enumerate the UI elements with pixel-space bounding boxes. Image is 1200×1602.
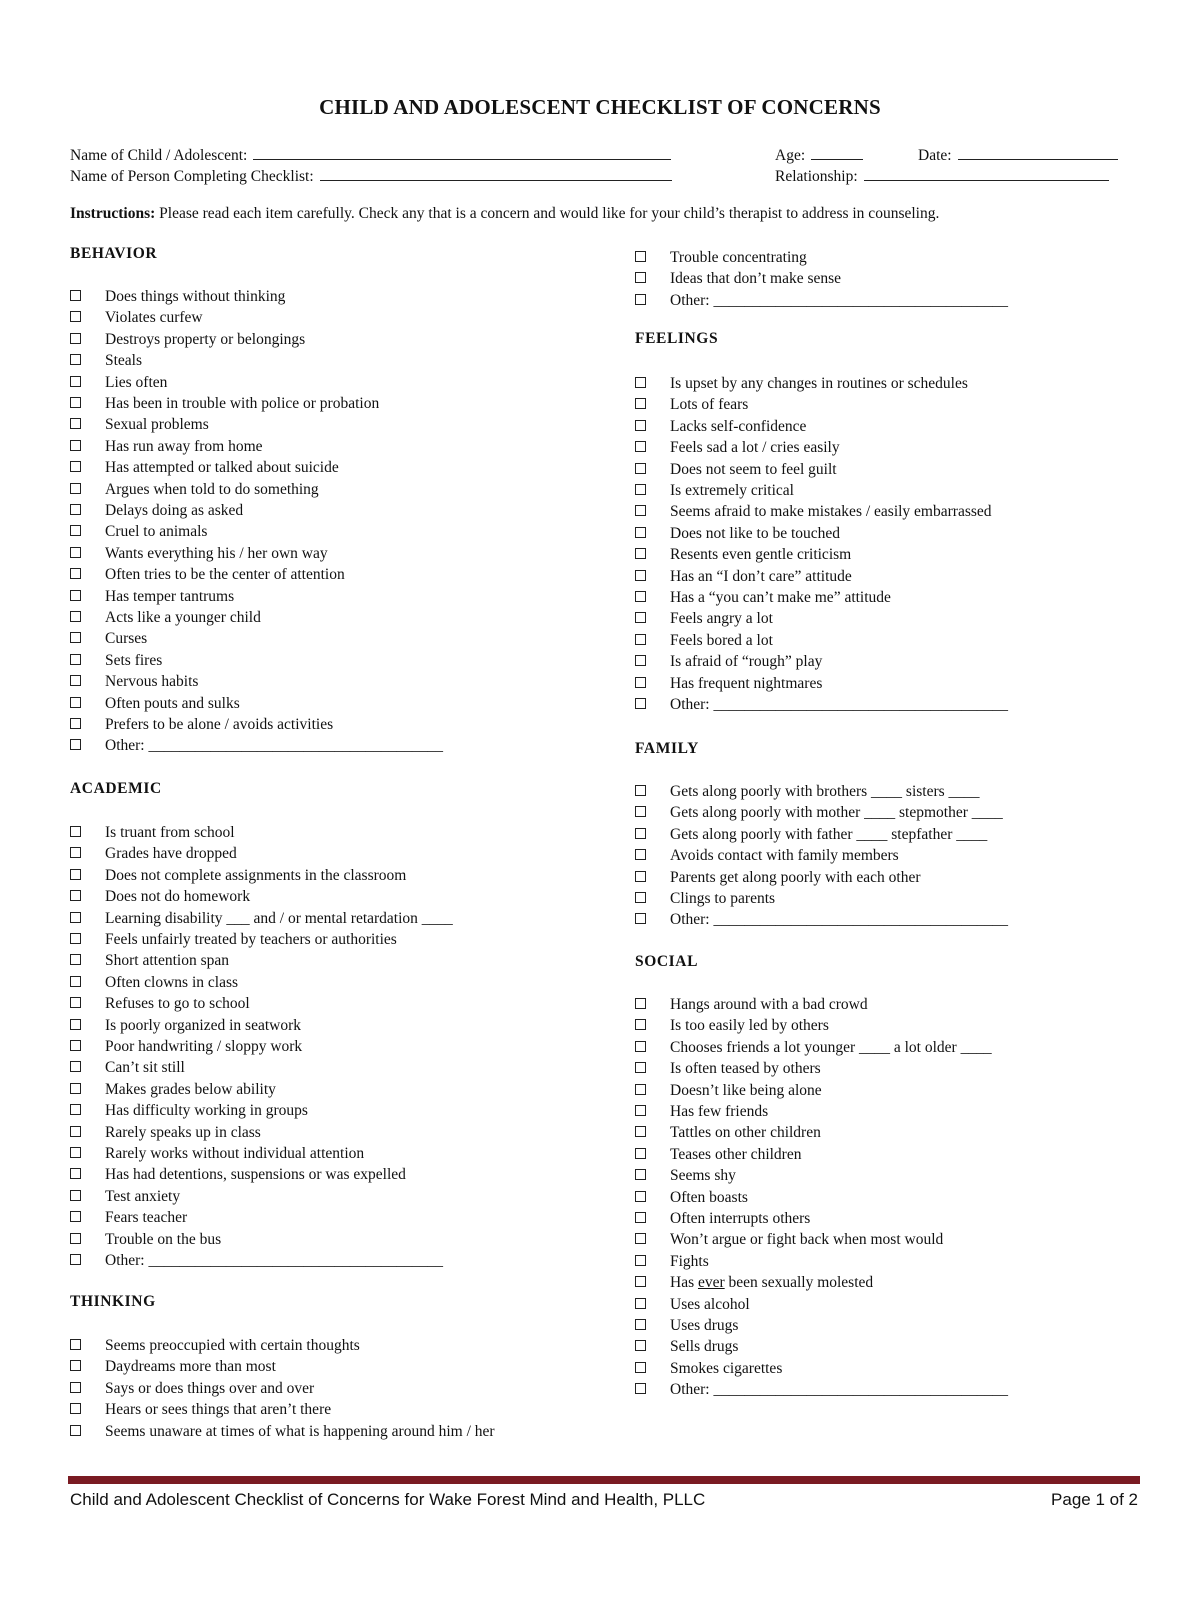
checklist-item-label: Other: ______________________________________: [670, 1381, 1008, 1399]
checklist-item-label: Has a “you can’t make me” attitude: [670, 589, 891, 606]
checklist-item-label: Prefers to be alone / avoids activities: [105, 716, 334, 733]
checkbox[interactable]: [635, 634, 646, 645]
checklist-item-label: Curses: [105, 630, 148, 648]
checkbox[interactable]: [70, 847, 81, 858]
checklist-item-label: Gets along poorly with mother ____ stepmother ____: [670, 804, 1003, 822]
checklist-item-label: Is extremely critical: [670, 482, 794, 499]
checkbox[interactable]: [70, 1126, 81, 1137]
page-title: CHILD AND ADOLESCENT CHECKLIST OF CONCERNS: [319, 95, 881, 119]
relationship-blank[interactable]: [864, 166, 1109, 181]
checkbox[interactable]: [635, 1255, 646, 1266]
checklist-item-label: Has attempted or talked about suicide: [105, 459, 339, 477]
child-name-blank[interactable]: [253, 145, 671, 160]
checklist-item-label: Test anxiety: [105, 1187, 181, 1205]
checkbox[interactable]: [70, 376, 81, 387]
checkbox[interactable]: [70, 397, 81, 408]
checklist-item-label: Does not like to be touched: [670, 524, 841, 542]
relationship-field[interactable]: [775, 166, 1109, 186]
checklist-item-label: Has few friends: [670, 1103, 769, 1120]
checkbox[interactable]: [70, 1190, 81, 1201]
checklist-item-label: Has had detentions, suspensions or was expelled: [105, 1166, 406, 1184]
checkbox[interactable]: [70, 976, 81, 987]
age-field[interactable]: [775, 145, 863, 165]
checkbox[interactable]: [70, 1382, 81, 1393]
checklist-item-label: Rarely works without individual attention: [105, 1145, 365, 1162]
checklist-item-label: Is truant from school: [105, 824, 235, 841]
checklist-item-label: Fights: [670, 1252, 709, 1270]
checklist-item-label: Clings to parents: [670, 890, 776, 907]
checklist-item-label: Chooses friends a lot younger ____ a lot older ____: [670, 1038, 992, 1056]
checkbox[interactable]: [70, 440, 81, 451]
checkbox[interactable]: [70, 997, 81, 1008]
footer-rule: [68, 1476, 1140, 1484]
checklist-item-label: Often boasts: [670, 1188, 748, 1206]
checklist-item-label: Steals: [105, 352, 143, 370]
checkbox[interactable]: [70, 483, 81, 494]
checklist-item-label: Has run away from home: [105, 437, 263, 455]
checkbox[interactable]: [635, 1212, 646, 1223]
checklist-item-label: Seems shy: [670, 1167, 736, 1185]
checkbox[interactable]: [70, 1061, 81, 1072]
checkbox[interactable]: [635, 1019, 646, 1030]
checkbox[interactable]: [635, 785, 646, 796]
checklist-item-label: Can’t sit still: [105, 1059, 185, 1077]
checkbox[interactable]: [635, 398, 646, 409]
behavior-heading: BEHAVIOR: [70, 245, 158, 262]
checklist-item-label: Is afraid of “rough” play: [670, 653, 823, 671]
checklist-item-label: Hangs around with a bad crowd: [670, 996, 868, 1013]
checkbox[interactable]: [635, 998, 646, 1009]
checkbox[interactable]: [70, 525, 81, 536]
checkbox[interactable]: [635, 420, 646, 431]
checkbox[interactable]: [635, 612, 646, 623]
checklist-item-label: Other: ______________________________________: [670, 291, 1008, 309]
checklist-item-label: Sexual problems: [105, 416, 209, 434]
checklist-item-label: Other: ______________________________________: [105, 1252, 443, 1269]
social-heading: SOCIAL: [635, 953, 699, 970]
checkbox[interactable]: [635, 1191, 646, 1202]
checklist-item-label: Lies often: [105, 373, 168, 391]
person-name-blank[interactable]: [320, 166, 672, 181]
checkbox[interactable]: [635, 1383, 646, 1394]
thinking-heading: THINKING: [70, 1293, 156, 1310]
instructions-label: Instructions:: [70, 205, 156, 222]
checklist-item-label: Argues when told to do something: [105, 480, 319, 498]
checklist-item-label: Is often teased by others: [670, 1060, 821, 1078]
checkbox[interactable]: [70, 718, 81, 729]
checklist-item-label: Ideas that don’t make sense: [670, 270, 842, 288]
checkbox[interactable]: [70, 697, 81, 708]
instructions: [70, 205, 939, 223]
checklist-item-label: Feels unfairly treated by teachers or authorities: [105, 931, 397, 948]
checklist-item-label: Lots of fears: [670, 396, 749, 414]
checklist-item-label: Fears teacher: [105, 1209, 188, 1227]
checkbox[interactable]: [635, 1041, 646, 1052]
checklist-item-label: Is upset by any changes in routines or schedules: [670, 375, 968, 392]
checkbox[interactable]: [635, 377, 646, 388]
checklist-item-label: Cruel to animals: [105, 523, 208, 541]
checkbox[interactable]: [635, 463, 646, 474]
checklist-item-label: Other: ______________________________________: [670, 696, 1008, 713]
checklist-item-label: Says or does things over and over: [105, 1379, 315, 1397]
checkbox[interactable]: [70, 1360, 81, 1371]
page-number: Page 1 of 2: [1051, 1490, 1138, 1509]
checkbox[interactable]: [70, 739, 81, 750]
checkbox[interactable]: [70, 290, 81, 301]
checkbox[interactable]: [70, 1040, 81, 1051]
checklist-item-label: Has frequent nightmares: [670, 674, 823, 692]
checkbox[interactable]: [635, 570, 646, 581]
checkbox[interactable]: [635, 655, 646, 666]
checklist-item-label: Does not seem to feel guilt: [670, 460, 837, 478]
checkbox[interactable]: [635, 484, 646, 495]
checklist-item-label: Other: ______________________________________: [670, 911, 1008, 929]
checklist-item-label: Feels bored a lot: [670, 631, 773, 649]
checkbox[interactable]: [70, 311, 81, 322]
checklist-item-label: Has difficulty working in groups: [105, 1102, 308, 1120]
checkbox[interactable]: [70, 611, 81, 622]
checklist-item-label: Trouble concentrating: [670, 249, 807, 266]
checkbox[interactable]: [70, 590, 81, 601]
checklist-item-label: Poor handwriting / sloppy work: [105, 1038, 303, 1055]
checklist-item-label: Short attention span: [105, 952, 229, 970]
checklist-item-label: Gets along poorly with father ____ stepfather ____: [670, 825, 988, 843]
emphasis-ever: ever: [697, 1274, 725, 1292]
checkbox[interactable]: [70, 1403, 81, 1414]
checkbox[interactable]: [70, 461, 81, 472]
checkbox[interactable]: [70, 1254, 81, 1265]
checkbox[interactable]: [70, 1083, 81, 1094]
checkbox[interactable]: [635, 1062, 646, 1073]
checklist-item-label: Seems preoccupied with certain thoughts: [105, 1337, 360, 1354]
checklist-item-label: Refuses to go to school: [105, 995, 250, 1013]
checkbox[interactable]: [635, 849, 646, 860]
checkbox[interactable]: [635, 1105, 646, 1116]
person-name-field[interactable]: [70, 166, 672, 186]
checklist-item-label: Has ever been sexually molested: [670, 1274, 874, 1292]
checkbox[interactable]: [635, 1233, 646, 1244]
checklist-item-label: Sets fires: [105, 651, 163, 669]
checkbox[interactable]: [635, 871, 646, 882]
checklist-item-label: Tattles on other children: [670, 1124, 821, 1142]
checkbox[interactable]: [70, 568, 81, 579]
child-name-field[interactable]: [70, 145, 671, 165]
checklist-item-label: Does things without thinking: [105, 288, 286, 305]
checklist-item-label: Hears or sees things that aren’t there: [105, 1401, 332, 1419]
person-name-label: Name of Person Completing Checklist:: [70, 168, 314, 185]
checkbox[interactable]: [70, 333, 81, 344]
checkbox[interactable]: [70, 826, 81, 837]
checkbox[interactable]: [635, 294, 646, 305]
checklist-item-label: Is too easily led by others: [670, 1017, 829, 1035]
checkbox[interactable]: [70, 1147, 81, 1158]
checkbox[interactable]: [635, 527, 646, 538]
age-label: Age:: [775, 147, 806, 164]
checkbox[interactable]: [635, 913, 646, 924]
checklist-item-label: Teases other children: [670, 1145, 802, 1163]
checkbox[interactable]: [635, 1340, 646, 1351]
checklist-item-label: Violates curfew: [105, 309, 203, 327]
footer-text: Child and Adolescent Checklist of Concerns for Wake Forest Mind and Health, PLLC: [70, 1490, 706, 1509]
checklist-item-label: Rarely speaks up in class: [105, 1123, 261, 1141]
feelings-heading: FEELINGS: [635, 330, 719, 347]
checkbox[interactable]: [70, 354, 81, 365]
checklist-item-label: Feels angry a lot: [670, 610, 773, 628]
relationship-label: Relationship:: [775, 168, 858, 185]
checkbox[interactable]: [70, 1019, 81, 1030]
checkbox[interactable]: [635, 505, 646, 516]
checkbox[interactable]: [635, 272, 646, 283]
checklist-item-label: Has been in trouble with police or probation: [105, 395, 380, 412]
checkbox[interactable]: [70, 1211, 81, 1222]
checklist-item-label: Seems afraid to make mistakes / easily embarrassed: [670, 503, 992, 521]
checklist-item-label: Uses drugs: [670, 1317, 739, 1334]
checklist-item-label: Avoids contact with family members: [670, 847, 899, 865]
academic-heading: ACADEMIC: [70, 780, 162, 797]
checklist-item-label: Gets along poorly with brothers ____ sisters ____: [670, 783, 980, 800]
checkbox[interactable]: [70, 418, 81, 429]
checklist-item-label: Sells drugs: [670, 1338, 739, 1356]
checklist-item-label: Feels sad a lot / cries easily: [670, 439, 840, 457]
checkbox[interactable]: [70, 547, 81, 558]
checkbox[interactable]: [70, 1233, 81, 1244]
checklist-item-label: Often pouts and sulks: [105, 694, 240, 712]
checkbox[interactable]: [70, 933, 81, 944]
checkbox[interactable]: [635, 1084, 646, 1095]
checklist-item-label: Daydreams more than most: [105, 1358, 276, 1376]
checklist-item-label: Delays doing as asked: [105, 502, 244, 519]
date-field[interactable]: [918, 145, 1118, 165]
checklist-item-label: Acts like a younger child: [105, 609, 261, 626]
checkbox[interactable]: [635, 441, 646, 452]
checklist-item-label: Destroys property or belongings: [105, 330, 306, 348]
checklist-item-label: Often interrupts others: [670, 1210, 811, 1227]
checkbox[interactable]: [70, 654, 81, 665]
checkbox[interactable]: [70, 632, 81, 643]
checklist-item-label: Parents get along poorly with each other: [670, 868, 921, 886]
checkbox[interactable]: [635, 806, 646, 817]
checkbox[interactable]: [635, 698, 646, 709]
checkbox[interactable]: [70, 1104, 81, 1115]
checklist-item-label: Lacks self-confidence: [670, 417, 807, 435]
checklist-item-label: Wants everything his / her own way: [105, 544, 328, 562]
checklist-item-label: Won’t argue or fight back when most would: [670, 1231, 944, 1249]
checkbox[interactable]: [70, 1425, 81, 1436]
checkbox[interactable]: [70, 890, 81, 901]
checkbox[interactable]: [635, 591, 646, 602]
checklist-item-label: Other: ______________________________________: [105, 737, 443, 755]
checklist-item-label: Grades have dropped: [105, 845, 237, 863]
checklist-item-label: Resents even gentle criticism: [670, 546, 852, 564]
checkbox[interactable]: [635, 1126, 646, 1137]
checklist-item-label: Seems unaware at times of what is happening around him / her: [105, 1422, 495, 1440]
child-name-label: Name of Child / Adolescent:: [70, 147, 248, 164]
checklist-item-label: Is poorly organized in seatwork: [105, 1016, 301, 1034]
checkbox[interactable]: [635, 251, 646, 262]
checklist-item-label: Smokes cigarettes: [670, 1359, 783, 1377]
checklist-item-label: Does not do homework: [105, 888, 251, 906]
instructions-text: Please read each item carefully. Check any that is a concern and would like for your child’s therapist to address in counseling.: [155, 205, 940, 222]
checkbox[interactable]: [70, 675, 81, 686]
checkbox[interactable]: [635, 677, 646, 688]
checklist-item-label: Often tries to be the center of attention: [105, 566, 345, 584]
checkbox[interactable]: [635, 548, 646, 559]
checklist-item-label: Has an “I don’t care” attitude: [670, 567, 852, 585]
date-label: Date:: [918, 147, 952, 164]
checklist-item-label: Often clowns in class: [105, 973, 239, 991]
checkbox[interactable]: [635, 1298, 646, 1309]
checklist-item-label: Has temper tantrums: [105, 587, 235, 605]
checkbox[interactable]: [70, 954, 81, 965]
checklist-item-label: Makes grades below ability: [105, 1080, 276, 1098]
age-blank[interactable]: [811, 145, 863, 160]
checklist-item-label: Learning disability ___ and / or mental retardation ____: [105, 909, 453, 927]
checkbox[interactable]: [635, 1276, 646, 1287]
checkbox[interactable]: [70, 869, 81, 880]
checkbox[interactable]: [635, 1362, 646, 1373]
checklist-item-label: Doesn’t like being alone: [670, 1081, 822, 1099]
family-heading: FAMILY: [635, 740, 699, 757]
checklist-item-label: Does not complete assignments in the classroom: [105, 866, 407, 884]
checkbox[interactable]: [70, 912, 81, 923]
checkbox[interactable]: [635, 1169, 646, 1180]
checklist-item-label: Uses alcohol: [670, 1295, 750, 1313]
checkbox[interactable]: [635, 828, 646, 839]
checkbox[interactable]: [635, 1319, 646, 1330]
checkbox[interactable]: [70, 1339, 81, 1350]
checklist-item-label: Nervous habits: [105, 673, 199, 691]
checkbox[interactable]: [70, 504, 81, 515]
checkbox[interactable]: [635, 1148, 646, 1159]
checkbox[interactable]: [70, 1168, 81, 1179]
date-blank[interactable]: [958, 145, 1118, 160]
checklist-item-label: Trouble on the bus: [105, 1230, 222, 1248]
checkbox[interactable]: [635, 892, 646, 903]
